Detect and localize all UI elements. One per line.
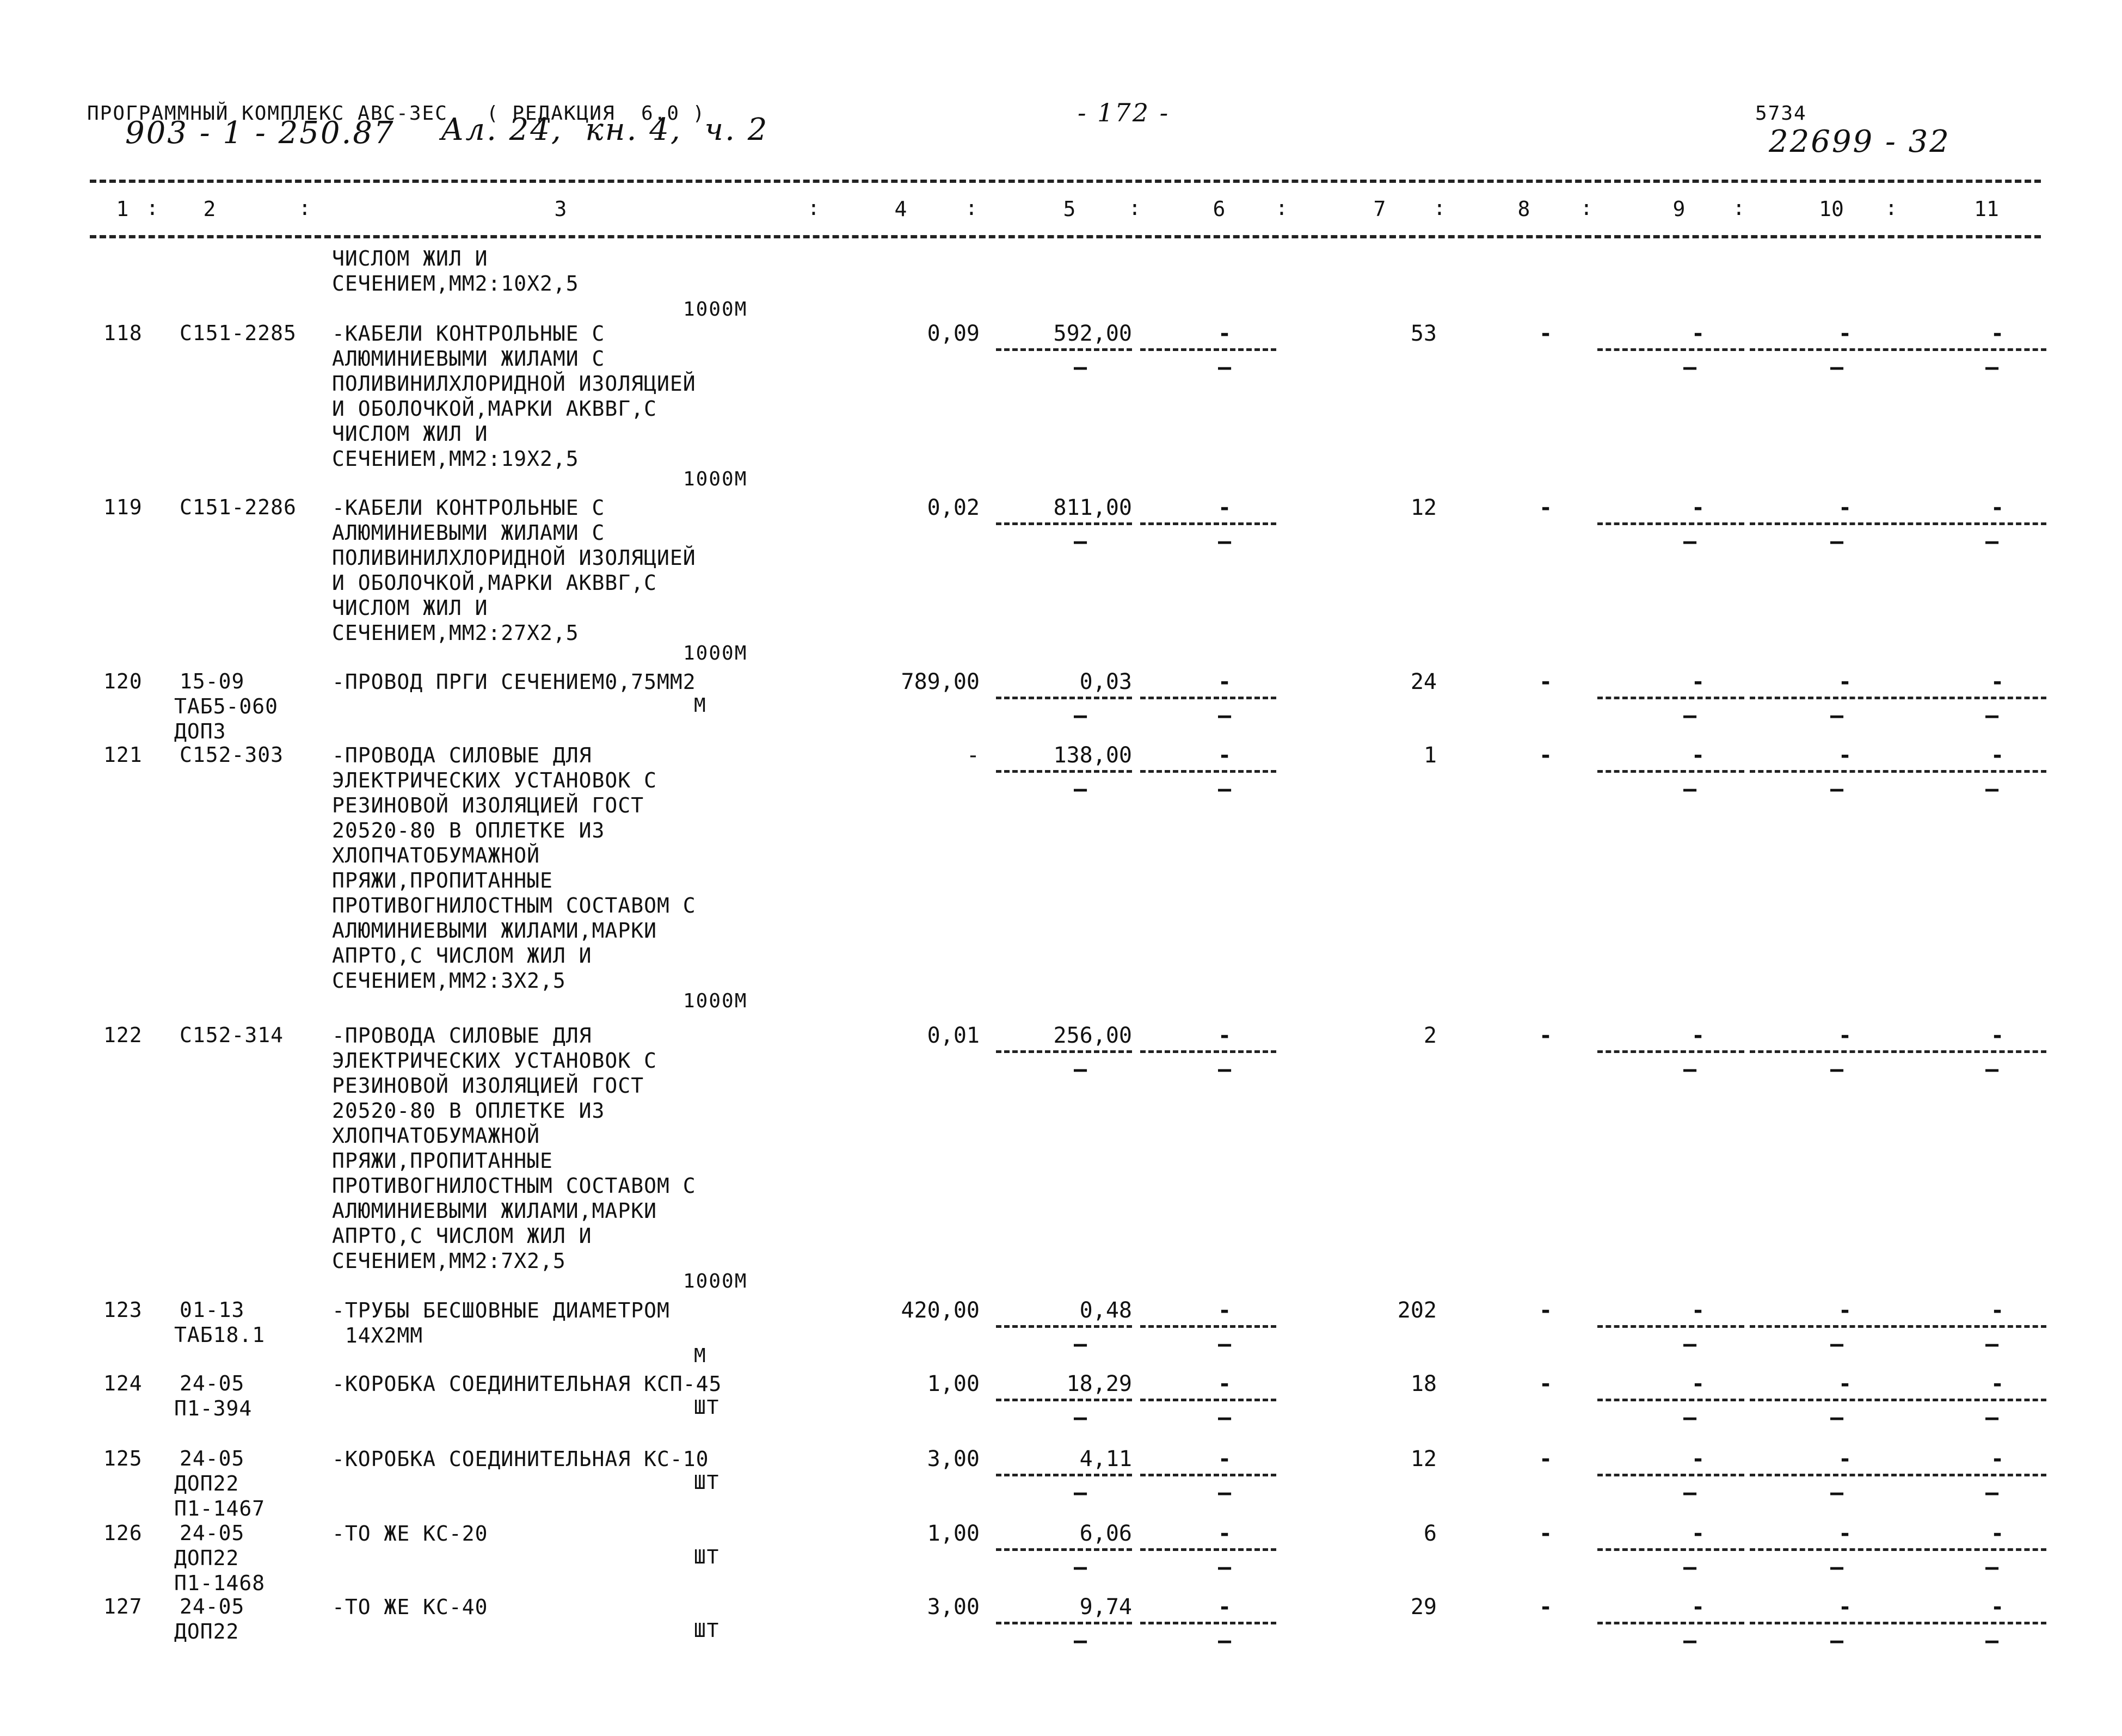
secondary-dash-mark: ‒: [1985, 1332, 1999, 1357]
rate-code: С151-2285: [180, 321, 297, 345]
col9-cell: -: [1691, 1371, 1705, 1396]
rate-code: П1-1467: [174, 1497, 266, 1520]
col11-cell: -: [1990, 495, 2004, 520]
secondary-dash-mark: ‒: [1830, 355, 1844, 380]
col8-cell: -: [1539, 1446, 1553, 1472]
subtotal-divider: [1750, 1622, 1897, 1624]
item-description-line: 14Х2ММ: [332, 1323, 423, 1347]
subtotal-divider: [1899, 1548, 2046, 1551]
total-cost-cell: 24: [1410, 669, 1437, 694]
unit-of-measure: 1000М: [683, 1270, 748, 1292]
total-cost-cell: 18: [1410, 1371, 1437, 1396]
unit-price-cell: 138,00: [1053, 743, 1132, 768]
col11-cell: -: [1990, 1446, 2004, 1472]
column-header-7: 7: [1373, 197, 1386, 221]
rate-code: ДОП22: [174, 1472, 239, 1495]
header-bottom-rule: [90, 235, 2041, 238]
subtotal-divider: [1899, 348, 2046, 351]
subtotal-divider: [1899, 770, 2046, 773]
total-cost-cell: 2: [1423, 1023, 1437, 1048]
column-separator: :: [298, 196, 311, 220]
total-cost-cell: 29: [1410, 1595, 1437, 1620]
program-header: ПРОГРАММНЫЙ КОМПЛЕКС АВС-3ЕС ( РЕДАКЦИЯ 6.0 ): [87, 102, 706, 125]
secondary-dash-mark: ‒: [1073, 1555, 1087, 1580]
subtotal-divider: [1750, 697, 1897, 699]
secondary-dash-mark: ‒: [1830, 1480, 1844, 1505]
unit-of-measure: 1000М: [683, 990, 748, 1012]
subtotal-divider: [996, 1050, 1132, 1053]
quantity-cell: 3,00: [927, 1446, 980, 1472]
subtotal-divider: [1140, 522, 1276, 525]
col9-cell: -: [1691, 1446, 1705, 1472]
item-description-line: -ПРОВОД ПРГИ СЕЧЕНИЕМ0,75ММ2: [332, 670, 696, 694]
subtotal-divider: [1899, 697, 2046, 699]
item-description-line: 20520-80 В ОПЛЕТКЕ ИЗ: [332, 1099, 605, 1123]
secondary-dash-mark: ‒: [1217, 1405, 1232, 1430]
subtotal-divider: [1597, 1050, 1744, 1053]
rate-code: 15-09: [180, 669, 245, 693]
secondary-dash-mark: ‒: [1830, 1057, 1844, 1082]
rate-code: 24-05: [180, 1371, 245, 1395]
item-description-line: ЧИСЛОМ ЖИЛ И: [332, 422, 488, 446]
subtotal-divider: [1899, 1399, 2046, 1401]
col9-cell: -: [1691, 321, 1705, 346]
col11-cell: -: [1990, 1521, 2004, 1546]
secondary-dash-mark: ‒: [1683, 1332, 1697, 1357]
unit-price-cell: 9,74: [1079, 1595, 1132, 1620]
col8-cell: -: [1539, 1298, 1553, 1323]
col6-cell: -: [1217, 1446, 1232, 1472]
item-description-line: ПРОТИВОГНИЛОСТНЫМ СОСТАВОМ С: [332, 894, 696, 918]
item-description-line: ПОЛИВИНИЛХЛОРИДНОЙ ИЗОЛЯЦИЕЙ: [332, 546, 696, 570]
secondary-dash-mark: ‒: [1985, 1628, 1999, 1653]
album-reference: Ал. 24, кн. 4, ч. 2: [441, 112, 769, 147]
rate-code: ДОП22: [174, 1546, 239, 1570]
col6-cell: -: [1217, 743, 1232, 768]
secondary-dash-mark: ‒: [1073, 1628, 1087, 1653]
secondary-dash-mark: ‒: [1073, 1405, 1087, 1430]
subtotal-divider: [1597, 770, 1744, 773]
rate-code: С152-314: [180, 1023, 284, 1047]
col6-cell: -: [1217, 1521, 1232, 1546]
column-header-9: 9: [1672, 197, 1686, 221]
subtotal-divider: [1750, 1325, 1897, 1328]
column-separator: :: [807, 196, 820, 220]
document-number: 22699 - 32: [1769, 124, 1951, 159]
subtotal-divider: [1750, 348, 1897, 351]
subtotal-divider: [1140, 1622, 1276, 1624]
secondary-dash-mark: ‒: [1830, 777, 1844, 802]
secondary-dash-mark: ‒: [1683, 529, 1697, 554]
secondary-dash-mark: ‒: [1217, 1332, 1232, 1357]
unit-of-measure: 1000М: [683, 468, 748, 490]
carryover-unit: 1000М: [683, 298, 748, 321]
total-cost-cell: 1: [1423, 743, 1437, 768]
col9-cell: -: [1691, 669, 1705, 694]
subtotal-divider: [1597, 1474, 1744, 1476]
secondary-dash-mark: ‒: [1985, 529, 1999, 554]
unit-of-measure: ШТ: [694, 1472, 720, 1494]
sheet-number: 5734: [1755, 102, 1807, 125]
subtotal-divider: [1140, 1325, 1276, 1328]
subtotal-divider: [1899, 1050, 2046, 1053]
item-description-line: ХЛОПЧАТОБУМАЖНОЙ: [332, 844, 540, 867]
unit-price-cell: 592,00: [1053, 321, 1132, 346]
unit-of-measure: М: [694, 694, 707, 717]
subtotal-divider: [1140, 348, 1276, 351]
subtotal-divider: [1140, 1474, 1276, 1476]
unit-of-measure: ШТ: [694, 1546, 720, 1568]
col10-cell: -: [1838, 495, 1852, 520]
subtotal-divider: [996, 522, 1132, 525]
subtotal-divider: [996, 770, 1132, 773]
col10-cell: -: [1838, 743, 1852, 768]
rate-code: С152-303: [180, 743, 284, 767]
col8-cell: -: [1539, 743, 1553, 768]
subtotal-divider: [1597, 1548, 1744, 1551]
col10-cell: -: [1838, 1371, 1852, 1396]
subtotal-divider: [1750, 1548, 1897, 1551]
unit-of-measure: ШТ: [694, 1620, 720, 1642]
secondary-dash-mark: ‒: [1830, 1332, 1844, 1357]
row-number: 123: [103, 1298, 143, 1322]
secondary-dash-mark: ‒: [1073, 1332, 1087, 1357]
secondary-dash-mark: ‒: [1073, 1057, 1087, 1082]
col8-cell: -: [1539, 1023, 1553, 1048]
unit-price-cell: 0,03: [1079, 669, 1132, 694]
item-description-line: РЕЗИНОВОЙ ИЗОЛЯЦИЕЙ ГОСТ: [332, 1074, 644, 1098]
col6-cell: -: [1217, 321, 1232, 346]
item-description-line: АПРТО,С ЧИСЛОМ ЖИЛ И: [332, 944, 592, 968]
secondary-dash-mark: ‒: [1683, 355, 1697, 380]
subtotal-divider: [996, 1622, 1132, 1624]
row-number: 122: [103, 1023, 143, 1047]
row-number: 127: [103, 1595, 143, 1618]
subtotal-divider: [1140, 1399, 1276, 1401]
column-header-2: 2: [203, 197, 216, 221]
unit-price-cell: 6,06: [1079, 1521, 1132, 1546]
subtotal-divider: [1140, 1050, 1276, 1053]
secondary-dash-mark: ‒: [1217, 1628, 1232, 1653]
subtotal-divider: [996, 1325, 1132, 1328]
subtotal-divider: [1597, 348, 1744, 351]
subtotal-divider: [1597, 1622, 1744, 1624]
row-number: 119: [103, 495, 143, 519]
secondary-dash-mark: ‒: [1683, 1555, 1697, 1580]
item-description-line: -КОРОБКА СОЕДИНИТЕЛЬНАЯ КСП-45: [332, 1372, 722, 1396]
col11-cell: -: [1990, 1298, 2004, 1323]
item-description-line: -ТО ЖЕ КС-40: [332, 1595, 488, 1619]
column-header-3: 3: [554, 197, 567, 221]
col10-cell: -: [1838, 1521, 1852, 1546]
item-description-line: ЭЛЕКТРИЧЕСКИХ УСТАНОВОК С: [332, 768, 657, 792]
col10-cell: -: [1838, 669, 1852, 694]
subtotal-divider: [996, 1399, 1132, 1401]
item-description-line: СЕЧЕНИЕМ,ММ2:7Х2,5: [332, 1249, 566, 1273]
subtotal-divider: [1597, 1325, 1744, 1328]
secondary-dash-mark: ‒: [1830, 529, 1844, 554]
col10-cell: -: [1838, 1023, 1852, 1048]
column-separator: :: [1732, 196, 1745, 220]
column-header-8: 8: [1517, 197, 1530, 221]
secondary-dash-mark: ‒: [1683, 703, 1697, 728]
column-separator: :: [1128, 196, 1141, 220]
col6-cell: -: [1217, 669, 1232, 694]
row-number: 124: [103, 1371, 143, 1395]
column-header-1: 1: [116, 197, 129, 221]
item-description-line: -ПРОВОДА СИЛОВЫЕ ДЛЯ: [332, 743, 592, 767]
col6-cell: -: [1217, 1595, 1232, 1620]
item-description-line: ПРОТИВОГНИЛОСТНЫМ СОСТАВОМ С: [332, 1174, 696, 1198]
rate-code: 24-05: [180, 1446, 245, 1470]
subtotal-divider: [1597, 522, 1744, 525]
subtotal-divider: [1597, 697, 1744, 699]
quantity-cell: 3,00: [927, 1595, 980, 1620]
item-description-line: ЧИСЛОМ ЖИЛ И: [332, 596, 488, 620]
item-description-line: РЕЗИНОВОЙ ИЗОЛЯЦИЕЙ ГОСТ: [332, 793, 644, 817]
col11-cell: -: [1990, 1023, 2004, 1048]
unit-of-measure: М: [694, 1345, 707, 1367]
unit-price-cell: 4,11: [1079, 1446, 1132, 1472]
secondary-dash-mark: ‒: [1830, 1555, 1844, 1580]
rate-code: ДОП22: [174, 1620, 239, 1643]
col11-cell: -: [1990, 669, 2004, 694]
col9-cell: -: [1691, 495, 1705, 520]
subtotal-divider: [1899, 522, 2046, 525]
secondary-dash-mark: ‒: [1217, 703, 1232, 728]
item-description-line: -КАБЕЛИ КОНТРОЛЬНЫЕ С: [332, 496, 605, 520]
unit-price-cell: 18,29: [1066, 1371, 1132, 1396]
quantity-cell: 0,09: [927, 321, 980, 346]
row-number: 120: [103, 669, 143, 693]
subtotal-divider: [1140, 1548, 1276, 1551]
secondary-dash-mark: ‒: [1073, 777, 1087, 802]
secondary-dash-mark: ‒: [1830, 1628, 1844, 1653]
column-header-5: 5: [1063, 197, 1076, 221]
rate-code: С151-2286: [180, 495, 297, 519]
quantity-cell: -: [966, 743, 980, 768]
col11-cell: -: [1990, 1371, 2004, 1396]
row-number: 126: [103, 1521, 143, 1545]
col6-cell: -: [1217, 1023, 1232, 1048]
col10-cell: -: [1838, 1446, 1852, 1472]
secondary-dash-mark: ‒: [1683, 1405, 1697, 1430]
col6-cell: -: [1217, 495, 1232, 520]
subtotal-divider: [1899, 1622, 2046, 1624]
column-header-10: 10: [1819, 197, 1844, 221]
subtotal-divider: [1750, 770, 1897, 773]
total-cost-cell: 202: [1397, 1298, 1437, 1323]
item-description-line: ХЛОПЧАТОБУМАЖНОЙ: [332, 1124, 540, 1148]
total-cost-cell: 12: [1410, 1446, 1437, 1472]
column-header-4: 4: [894, 197, 907, 221]
secondary-dash-mark: ‒: [1683, 1480, 1697, 1505]
subtotal-divider: [1750, 1474, 1897, 1476]
column-separator: :: [1433, 196, 1446, 220]
item-description-line: СЕЧЕНИЕМ,ММ2:19Х2,5: [332, 447, 579, 471]
secondary-dash-mark: ‒: [1217, 1057, 1232, 1082]
secondary-dash-mark: ‒: [1830, 1405, 1844, 1430]
secondary-dash-mark: ‒: [1985, 355, 1999, 380]
rate-code: П1-394: [174, 1396, 253, 1420]
secondary-dash-mark: ‒: [1217, 1555, 1232, 1580]
secondary-dash-mark: ‒: [1985, 777, 1999, 802]
secondary-dash-mark: ‒: [1985, 1555, 1999, 1580]
project-code: 903 - 1 - 250.87: [125, 115, 395, 151]
rate-code: ДОП3: [174, 719, 226, 743]
secondary-dash-mark: ‒: [1985, 1480, 1999, 1505]
rate-code: ТАБ18.1: [174, 1323, 266, 1347]
item-description-line: СЕЧЕНИЕМ,ММ2:27Х2,5: [332, 621, 579, 645]
secondary-dash-mark: ‒: [1217, 355, 1232, 380]
col9-cell: -: [1691, 1595, 1705, 1620]
item-description-line: И ОБОЛОЧКОЙ,МАРКИ АКВВГ,С: [332, 397, 657, 421]
quantity-cell: 1,00: [927, 1521, 980, 1546]
column-separator: :: [1580, 196, 1593, 220]
col8-cell: -: [1539, 321, 1553, 346]
secondary-dash-mark: ‒: [1217, 1480, 1232, 1505]
top-rule: [90, 180, 2041, 183]
secondary-dash-mark: ‒: [1683, 1628, 1697, 1653]
item-description-line: -КОРОБКА СОЕДИНИТЕЛЬНАЯ КС-10: [332, 1447, 709, 1471]
col6-cell: -: [1217, 1298, 1232, 1323]
col9-cell: -: [1691, 1298, 1705, 1323]
secondary-dash-mark: ‒: [1217, 529, 1232, 554]
subtotal-divider: [1750, 522, 1897, 525]
item-description-line: ПОЛИВИНИЛХЛОРИДНОЙ ИЗОЛЯЦИЕЙ: [332, 372, 696, 396]
col9-cell: -: [1691, 1521, 1705, 1546]
rate-code: 24-05: [180, 1521, 245, 1545]
total-cost-cell: 6: [1423, 1521, 1437, 1546]
row-number: 121: [103, 743, 143, 767]
item-description-line: АЛЮМИНИЕВЫМИ ЖИЛАМИ,МАРКИ: [332, 1199, 657, 1223]
subtotal-divider: [996, 1474, 1132, 1476]
row-number: 118: [103, 321, 143, 345]
secondary-dash-mark: ‒: [1073, 355, 1087, 380]
column-separator: :: [1275, 196, 1288, 220]
col8-cell: -: [1539, 495, 1553, 520]
column-separator: :: [146, 196, 159, 220]
carryover-description-line: СЕЧЕНИЕМ,ММ2:10Х2,5: [332, 272, 579, 296]
quantity-cell: 789,00: [901, 669, 980, 694]
item-description-line: ПРЯЖИ,ПРОПИТАННЫЕ: [332, 1149, 553, 1173]
unit-price-cell: 811,00: [1053, 495, 1132, 520]
rate-code: 01-13: [180, 1298, 245, 1322]
subtotal-divider: [1140, 770, 1276, 773]
column-header-11: 11: [1974, 197, 1999, 221]
col8-cell: -: [1539, 669, 1553, 694]
secondary-dash-mark: ‒: [1985, 1057, 1999, 1082]
quantity-cell: 0,01: [927, 1023, 980, 1048]
quantity-cell: 0,02: [927, 495, 980, 520]
col10-cell: -: [1838, 1595, 1852, 1620]
col11-cell: -: [1990, 1595, 2004, 1620]
rate-code: 24-05: [180, 1595, 245, 1618]
item-description-line: ЭЛЕКТРИЧЕСКИХ УСТАНОВОК С: [332, 1049, 657, 1073]
column-separator: :: [965, 196, 978, 220]
subtotal-divider: [996, 1548, 1132, 1551]
item-description-line: -ТО ЖЕ КС-20: [332, 1522, 488, 1546]
column-header-6: 6: [1213, 197, 1226, 221]
col11-cell: -: [1990, 321, 2004, 346]
total-cost-cell: 12: [1410, 495, 1437, 520]
subtotal-divider: [1597, 1399, 1744, 1401]
secondary-dash-mark: ‒: [1073, 529, 1087, 554]
col11-cell: -: [1990, 743, 2004, 768]
item-description-line: 20520-80 В ОПЛЕТКЕ ИЗ: [332, 818, 605, 842]
subtotal-divider: [1750, 1399, 1897, 1401]
quantity-cell: 1,00: [927, 1371, 980, 1396]
subtotal-divider: [1750, 1050, 1897, 1053]
col10-cell: -: [1838, 1298, 1852, 1323]
col9-cell: -: [1691, 743, 1705, 768]
carryover-description-line: ЧИСЛОМ ЖИЛ И: [332, 247, 488, 270]
item-description-line: И ОБОЛОЧКОЙ,МАРКИ АКВВГ,С: [332, 571, 657, 595]
column-separator: :: [1885, 196, 1898, 220]
rate-code: П1-1468: [174, 1571, 266, 1595]
unit-price-cell: 0,48: [1079, 1298, 1132, 1323]
item-description-line: ПРЯЖИ,ПРОПИТАННЫЕ: [332, 869, 553, 892]
item-description-line: АЛЮМИНИЕВЫМИ ЖИЛАМИ,МАРКИ: [332, 919, 657, 943]
secondary-dash-mark: ‒: [1985, 1405, 1999, 1430]
item-description-line: АЛЮМИНИЕВЫМИ ЖИЛАМИ С: [332, 521, 605, 545]
unit-price-cell: 256,00: [1053, 1023, 1132, 1048]
unit-of-measure: 1000М: [683, 642, 748, 664]
item-description-line: -КАБЕЛИ КОНТРОЛЬНЫЕ С: [332, 322, 605, 346]
secondary-dash-mark: ‒: [1073, 703, 1087, 728]
item-description-line: -ТРУБЫ БЕСШОВНЫЕ ДИАМЕТРОМ: [332, 1298, 670, 1322]
item-description-line: -ПРОВОДА СИЛОВЫЕ ДЛЯ: [332, 1024, 592, 1048]
secondary-dash-mark: ‒: [1830, 703, 1844, 728]
row-number: 125: [103, 1446, 143, 1470]
subtotal-divider: [996, 697, 1132, 699]
secondary-dash-mark: ‒: [1985, 703, 1999, 728]
col8-cell: -: [1539, 1371, 1553, 1396]
rate-code: ТАБ5-060: [174, 694, 279, 718]
subtotal-divider: [1899, 1474, 2046, 1476]
item-description-line: СЕЧЕНИЕМ,ММ2:3Х2,5: [332, 969, 566, 993]
col8-cell: -: [1539, 1521, 1553, 1546]
subtotal-divider: [996, 348, 1132, 351]
col8-cell: -: [1539, 1595, 1553, 1620]
item-description-line: АЛЮМИНИЕВЫМИ ЖИЛАМИ С: [332, 347, 605, 371]
col10-cell: -: [1838, 321, 1852, 346]
secondary-dash-mark: ‒: [1217, 777, 1232, 802]
secondary-dash-mark: ‒: [1073, 1480, 1087, 1505]
subtotal-divider: [1899, 1325, 2046, 1328]
subtotal-divider: [1140, 697, 1276, 699]
secondary-dash-mark: ‒: [1683, 777, 1697, 802]
total-cost-cell: 53: [1410, 321, 1437, 346]
col9-cell: -: [1691, 1023, 1705, 1048]
unit-of-measure: ШТ: [694, 1396, 720, 1419]
item-description-line: АПРТО,С ЧИСЛОМ ЖИЛ И: [332, 1224, 592, 1248]
secondary-dash-mark: ‒: [1683, 1057, 1697, 1082]
quantity-cell: 420,00: [901, 1298, 980, 1323]
page-number: - 172 -: [1078, 98, 1170, 127]
col6-cell: -: [1217, 1371, 1232, 1396]
